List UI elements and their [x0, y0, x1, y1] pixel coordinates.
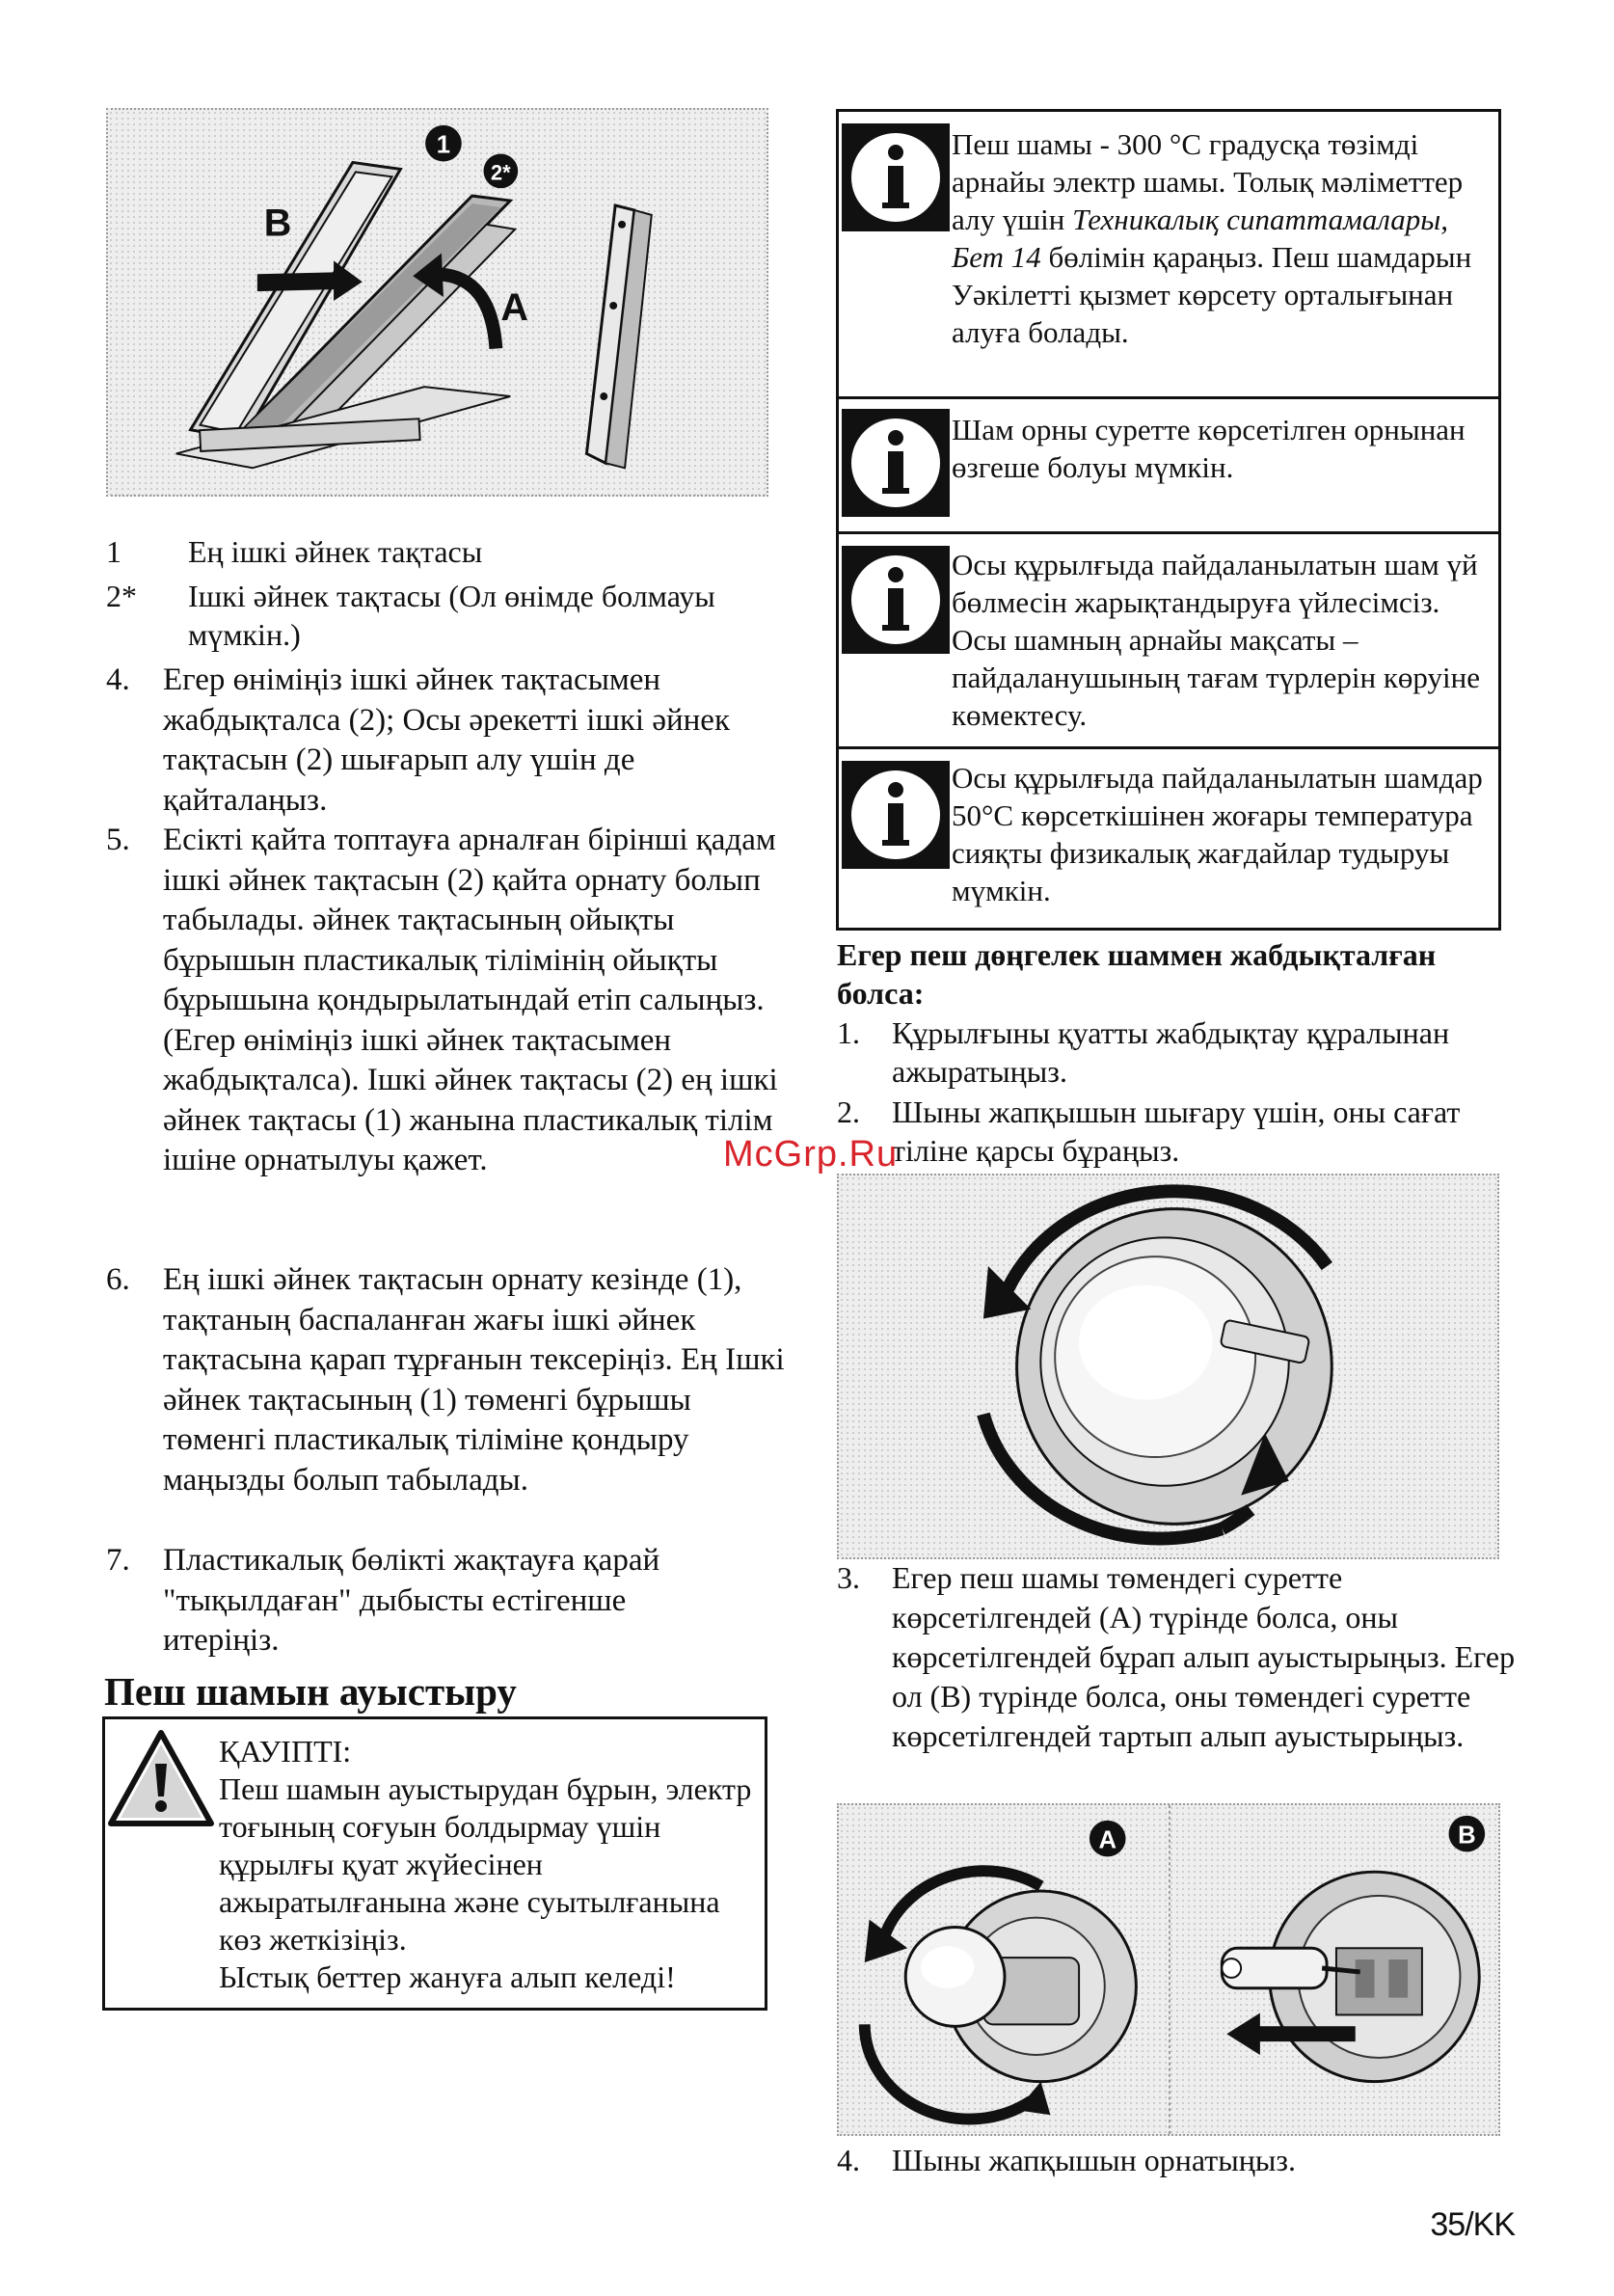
label-b: B — [263, 202, 292, 245]
step-text: Шыны жапқышын орнатыңыз. — [892, 2143, 1296, 2177]
info-note-2 — [839, 399, 1498, 531]
door-glass-illustration — [108, 110, 767, 495]
glass-cover-illustration — [839, 1175, 1497, 1557]
step-text: Есікті қайта топтауға арналған бірінші қадам ішкі әйнек тақтасын (2) қайта орнату болып табылады. әйнек тақтасының ойықты бұрышын пластикалық тілімінің ойықты бұрышына қондырылатындай етіп салыңыз. (Егер өніміңіз ішкі әйнек тақтасымен жабдықталса). Ішкі әйнек тақтасы (2) ең ішкі әйнек тақтасы (1) жанына пластикалық тілім ішіне орнатылуы қажет. — [163, 823, 778, 1177]
info-note-1 — [839, 112, 1498, 396]
step-number: 1. — [837, 1015, 860, 1050]
info-icon — [842, 409, 950, 517]
glass-cover-figure — [837, 1174, 1499, 1559]
info-icon — [842, 123, 950, 231]
round-lamp-heading: Егер пеш дөңгелек шаммен жабдықталған болса: — [837, 937, 1437, 1011]
legend-text: Ең ішкі әйнек тақтасы — [188, 534, 483, 569]
label-a: A — [500, 285, 528, 329]
step-number: 5. — [106, 823, 130, 857]
info-text — [952, 125, 1492, 351]
step-number: 2. — [837, 1094, 860, 1129]
step-text: Пластикалық бөлікті жақтауға қарай "тықылдаған" дыбысты естігенше итеріңіз. — [163, 1543, 660, 1658]
section-title: Пеш шамын ауыстыру — [104, 1669, 517, 1714]
step-text: Егер өніміңіз ішкі әйнек тақтасымен жабдықталса (2); Осы әрекетті ішкі әйнек тақтасын (2) шығарып алу үшін де қайталаңыз. — [163, 662, 730, 818]
warning-icon — [107, 1729, 215, 1829]
info-note-4 — [839, 749, 1498, 928]
door-glass-figure — [106, 108, 768, 497]
warning-note: Ыстық беттер жануға алып келеді! — [219, 1959, 676, 1994]
info-text-part: бөлімін қараңыз. Пеш шамдарын Уәкілетті қызмет көрсету орталығынан алуға болады. — [952, 240, 1472, 349]
callout-2-label: 2* — [491, 160, 511, 185]
lamp-types-illustration — [839, 1805, 1498, 2134]
page-number: 35/KK — [1430, 2206, 1515, 2243]
lamp-a-label: A — [1098, 1826, 1117, 1854]
step-text: Құрылғыны қуатты жабдықтау құралынан ажыратыңыз. — [892, 1015, 1450, 1089]
figure-legend — [106, 532, 810, 658]
warning-box — [102, 1716, 767, 2011]
warning-body: Пеш шамын ауыстырудан бұрын, электр тоғының соғуын болдырмау үшін құрылғы қуат жүйесінен ажыратылғанына және суытылғанына көз жеткізіңіз. — [219, 1771, 752, 1957]
legend-num: 1 — [106, 534, 121, 569]
info-icon — [842, 546, 950, 654]
callout-1-label: 1 — [436, 131, 451, 159]
watermark: McGrp.Ru — [723, 1134, 899, 1175]
info-note-3 — [839, 534, 1498, 746]
warning-title: ҚАУІПТІ: — [219, 1734, 352, 1769]
info-icon — [842, 761, 950, 869]
step-number: 4. — [106, 662, 130, 697]
info-text-reference: Техникалық сипаттамалары, Бет 14 — [952, 203, 1449, 274]
step-number: 4. — [837, 2143, 860, 2177]
info-text: Шам орны суретте көрсетілген орнынан өзгеше болуы мүмкін. — [952, 413, 1466, 484]
legend-item — [106, 532, 810, 571]
warning-text — [219, 1733, 768, 1996]
lamp-b-label: B — [1458, 1822, 1476, 1850]
lamp-types-figure — [837, 1803, 1500, 2136]
legend-item — [106, 577, 810, 654]
info-text: Осы құрылғыда пайдаланылатын шам үй бөлмесін жарықтандыруға үйлесімсіз. Осы шамның арнайы мақсаты – пайдаланушының тағам түрлерін көруіне көмектесу. — [952, 548, 1480, 732]
step-number: 7. — [106, 1543, 130, 1578]
step-text: Шыны жапқышын шығару үшін, оны сағат тіліне қарсы бұраңыз. — [892, 1094, 1461, 1168]
step-text: Егер пеш шамы төмендегі суретте көрсетілгендей (А) түрінде болса, оны көрсетілгендей бұрап алып ауыстырыңыз. Егер ол (В) түрінде болса, оны төмендегі суретте көрсетілгендей тартып алып ауыстырыңыз. — [892, 1560, 1516, 1753]
info-text-part: Пеш шамы - 300 °C градусқа төзімді арнайы электр шамы. Толық мәліметтер алу үшін — [952, 127, 1464, 236]
info-notes-table — [836, 109, 1501, 931]
step-number: 6. — [106, 1262, 130, 1297]
legend-text: Ішкі әйнек тақтасы (Ол өнімде болмауы мүмкін.) — [188, 579, 715, 652]
info-text: Осы құрылғыда пайдаланылатын шамдар 50°C көрсеткішінен жоғары температура сияқты физикалық жағдайлар тудыруы мүмкін. — [952, 761, 1483, 907]
step-text: Ең ішкі әйнек тақтасын орнату кезінде (1), тақтаның баспаланған жағы ішкі әйнек тақтасына қарап тұрғанын тексеріңіз. Ең Ішкі әйнек тақтасының (1) төменгі бұрышы төменгі пластикалық тіліміне қондыру маңызды болып табылады. — [163, 1262, 785, 1498]
legend-num: 2* — [106, 579, 137, 613]
step-number: 3. — [837, 1560, 860, 1595]
